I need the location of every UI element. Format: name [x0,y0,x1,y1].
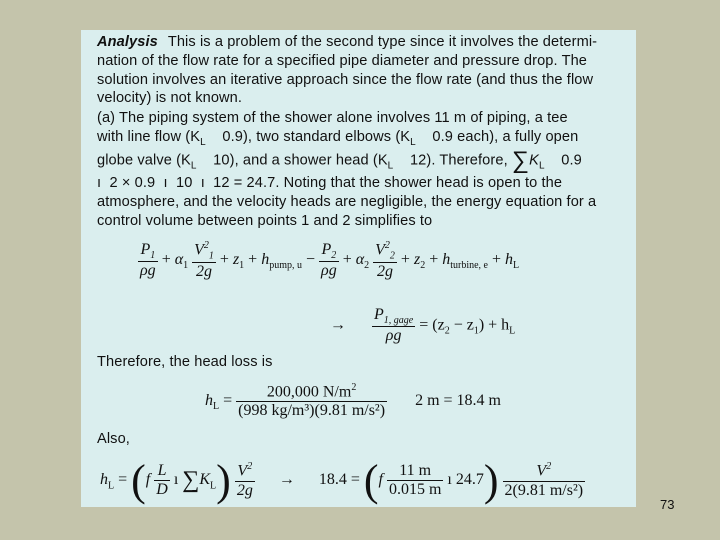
final-arrow: → [278,471,295,489]
part-a-line-4: ı 2 × 0.9 ı 10 ı 12 = 24.7. Noting that the shower head is open to the [97,175,563,191]
therefore-text: Therefore, the head loss is [97,354,273,370]
implies-arrow: → [330,316,346,334]
part-a-line-3: globe valve ($K_L$ 10), and a shower head ($K_L$ 12). Therefore, $\sum K_L$ 0.9 [97,147,582,174]
final-equation: $h_L = (f$ $\frac{L}{D}$ ı $\sum K_L$) $\frac{V^2}{2g}$ → 18.4 = (f $\frac{11 m}{0.015 m}$ ı 24.7) $\frac{V^2}{\text{2(9.81 m/s²)}}$ [100,456,584,505]
also-text: Also, [97,431,130,447]
simplified-equation: → $\frac{P_{1, gage}}{\rho g}$ = $(z_2 - z_1) + h_L$ [330,306,516,345]
analysis-label: Analysis [97,34,158,50]
energy-equation: $\frac{P_1}{\rho g}$ + $\alpha_1$ $\frac{V^2_1}{2g}$ + $z_1 + h_{pump, u}$ − $\frac{P_2}{\rho g}$ + $\alpha_2$ $\frac{V^2_2}{2g}$ + $z_2 + h_{turbine, e} + h_L$ [140,240,520,280]
page-number: 73 [660,497,675,512]
summation-symbol: ∑ [511,147,530,174]
part-a-line-2: with line flow ($K_L$ 0.9), two standard elbows ($K_L$ 0.9 each), a fully open [97,129,579,148]
analysis-line-3: solution involves an iterative approach since the flow rate (and thus the flow [97,72,594,88]
head-loss-equation: $h_L$ = $\frac{200,000 N/m^2}{\text{(998 kg/m³)(9.81 m/s²)}}$ 2 m = 18.4 m [205,382,501,420]
part-a-line-6: control volume between points 1 and 2 simplifies to [97,213,433,229]
analysis-line-1: Analysis This is a problem of the second type since it involves the determi- [97,34,598,50]
analysis-line-4: velocity) is not known. [97,90,243,106]
part-a-line-1: (a) The piping system of the shower alone involves 11 m of piping, a tee [97,110,568,126]
analysis-line-2: nation of the flow rate for a specified pipe diameter and pressure drop. The [97,53,588,69]
part-a-line-5: atmosphere, and the velocity heads are negligible, the energy equation for a [97,194,597,210]
